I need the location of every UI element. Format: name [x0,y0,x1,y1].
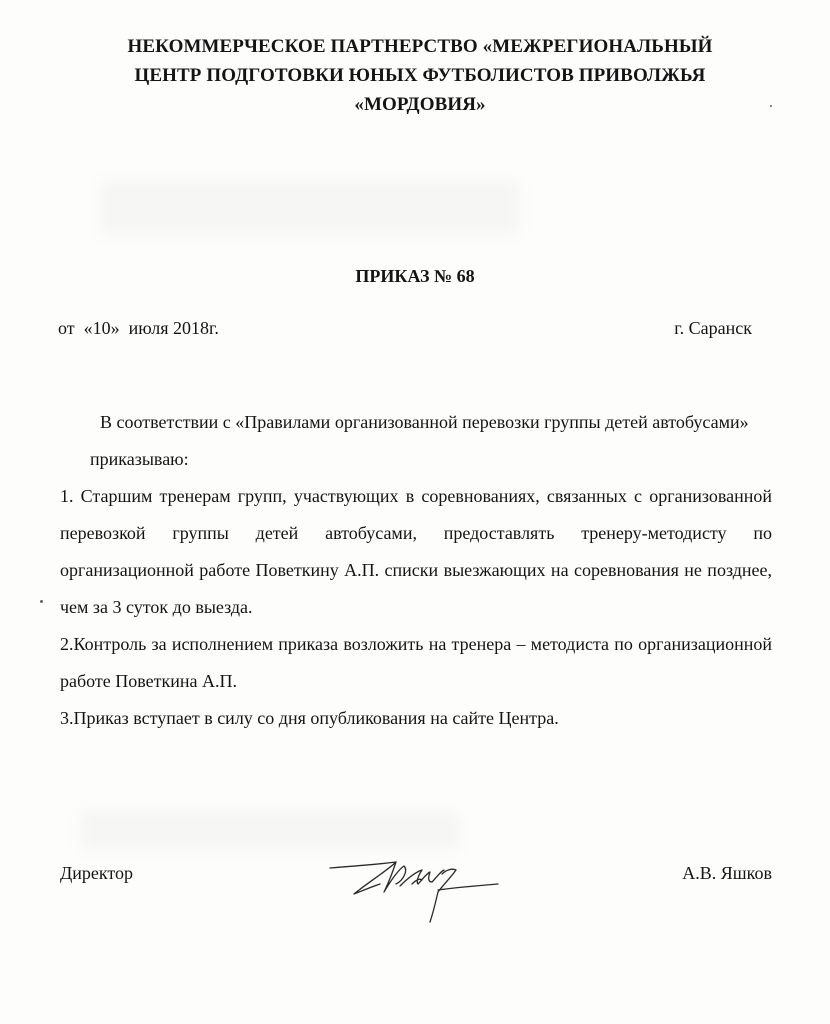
signer-position: Директор [60,863,134,883]
signer-name: А.В. Яшков [682,863,772,883]
header-line-2: ЦЕНТР ПОДГОТОВКИ ЮНЫХ ФУТБОЛИСТОВ ПРИВОЛЖЬЯ [134,65,706,86]
scan-speck [40,600,43,603]
scan-shadow [100,180,520,235]
order-city: г. Саранск [674,318,752,338]
organization-header [60,32,780,119]
decree-word: приказываю: [90,449,189,469]
preamble-paragraph: В соответствии с «Правилами организованной перевозки группы детей автобусами» [100,412,749,432]
order-item-2: 2.Контроль за исполнением приказа возложить на тренера – методиста по организационной работе Поветкина А.П. [60,634,772,691]
header-line-1: НЕКОММЕРЧЕСКОЕ ПАРТНЕРСТВО «МЕЖРЕГИОНАЛЬНЫЙ [127,36,713,57]
order-item-1: 1. Старшим тренерам групп, участвующих в соревнованиях, связанных с организованной перевозкой группы детей автобусами, предоставлять тренеру-методисту по организационной работе Поветкину А.П. списки выезжающих на соревнования не позднее, чем за 3 суток до выезда. [60,486,772,617]
header-line-3: «МОРДОВИЯ» [354,94,486,115]
order-item-3: 3.Приказ вступает в силу со дня опубликования на сайте Центра. [60,708,559,728]
order-body [60,404,772,737]
scan-speck [770,105,772,107]
order-date: от «10» июля 2018г. [58,318,219,338]
handwritten-signature [326,840,506,930]
order-title: ПРИКАЗ № 68 [355,266,475,286]
